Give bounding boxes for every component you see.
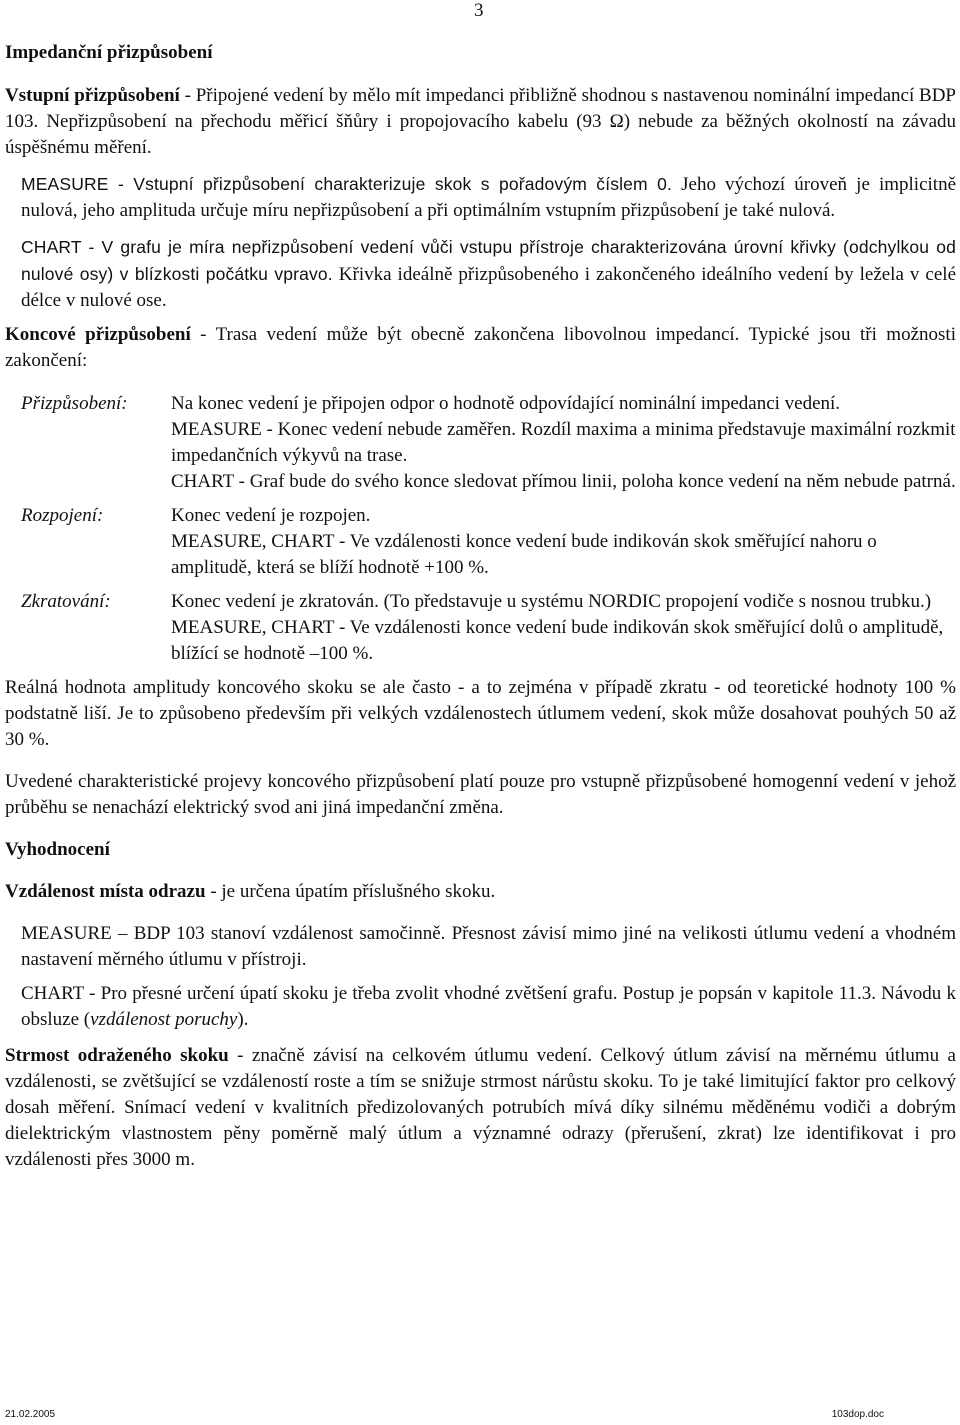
def-open	[5, 503, 956, 581]
def-term: Přizpůsobení:	[21, 393, 128, 414]
footer-date: 21.02.2005	[5, 1409, 56, 1420]
def-matched	[5, 391, 956, 495]
slope-label: Strmost odraženého skoku	[5, 1045, 229, 1066]
input-matching-paragraph: Vstupní přizpůsobení - Připojené vedení by mělo mít impedanci přibližně shodnou s nastavenou nominální impedancí BDP 103. Nepřizpůsobení na přechodu měřicí šňůry i propojovacího kabelu (93 Ω) nebude za běžných okolností na závadu úspěšnému měření.	[5, 85, 956, 158]
end-matching-label: Koncové přizpůsobení	[5, 324, 191, 345]
slope-paragraph: Strmost odraženého skoku - značně závisí na celkovém útlumu vedení. Celkový útlum závisí na měrnému útlumu a vzdálenosti, se zvětšující se vzdáleností roste a tím se snižuje strmost nárůstu skoku. To je také limitující faktor pro celkový dosah měření. Snímací vedení v kvalitních předizolovaných potrubích mívá díky silnému měděnému vodiči a dobrým dielektrickým vlastnostem pěny poměrně malý útlum a významné odrazy (přerušení, zkrat) lze identifikovat i pro vzdálenosti přes 3000 m.	[5, 1045, 956, 1170]
def-description: Na konec vedení je připojen odpor o hodnotě odpovídající nominální impedanci vedení. MEASURE - Konec vedení nebude zaměřen. Rozdíl maxima a minima představuje maximální rozkmit impedančních výkyvů na trase. CHART - Graf bude do svého konce sledovat přímou linii, poloha konce vedení na něm nebude patrná.	[171, 393, 956, 492]
distance-label: Vzdálenost místa odrazu	[5, 881, 206, 902]
input-matching-label: Vstupní přizpůsobení	[5, 85, 180, 106]
page-number: 3	[474, 0, 484, 21]
end-matching-paragraph: Koncové přizpůsobení - Trasa vedení může být obecně zakončena libovolnou impedancí. Typické jsou tři možnosti zakončení:	[5, 324, 956, 371]
def-description: Konec vedení je zkratován. (To představuje u systému NORDIC propojení vodiče s nosnou trubku.) MEASURE, CHART - Ve vzdálenosti konce vedení bude indikován skok směřující dolů o amplitudě, blížící se hodnotě –100 %.	[171, 591, 944, 664]
distance-chart-paragraph: CHART - Pro přesné určení úpatí skoku je třeba zvolit vhodné zvětšení grafu. Postup je popsán v kapitole 11.3. Návodu k obsluze (vzdálenost poruchy).	[21, 983, 956, 1030]
def-term: Rozpojení:	[21, 505, 104, 526]
heading-impedance-matching: Impedanční přizpůsobení	[5, 42, 213, 63]
def-description: Konec vedení je rozpojen. MEASURE, CHART - Ve vzdálenosti konce vedení bude indikován skok směřující nahoru o amplitudě, která se blíží hodnotě +100 %.	[171, 505, 877, 578]
document-body	[5, 40, 956, 1173]
real-amplitude-paragraph: Reálná hodnota amplitudy koncového skoku se ale často - a to zejména v případě zkratu - od teoretické hodnoty 100 % podstatně liší. Je to způsobeno především při velkých vzdálenostech útlumem vedení, skok může dosahovat pouhých 50 až 30 %.	[5, 677, 956, 750]
distance-measure-paragraph: MEASURE – BDP 103 stanoví vzdálenost samočinně. Přesnost závisí mimo jiné na velikosti útlumu vedení a vhodném nastavení měrného útlumu v přístroji.	[21, 923, 956, 970]
input-measure-paragraph: MEASURE - Vstupní přizpůsobení charakterizuje skok s pořadovým číslem 0. Jeho výchozí úroveň je implicitně nulová, jeho amplituda určuje míru nepřizpůsobení a při optimálním vstupním přizpůsobení je také nulová.	[21, 174, 957, 221]
def-short	[5, 589, 956, 667]
homogeneous-line-paragraph: Uvedené charakteristické projevy koncového přizpůsobení platí pouze pro vstupně přizpůsobené homogenní vedení v jehož průběhu se nenachází elektrický svod ani jiná impedanční změna.	[5, 771, 956, 818]
termination-definitions	[5, 391, 956, 667]
input-chart-paragraph: CHART - V grafu je míra nepřizpůsobení vedení vůči vstupu přístroje charakterizována úrovní křivky (odchylkou od nulové osy) v blízkosti počátku vpravo. Křivka ideálně přizpůsobeného i zakončeného ideálního vedení by ležela v celé délce v nulové ose.	[21, 237, 957, 311]
heading-evaluation: Vyhodnocení	[5, 839, 110, 860]
footer-filename: 103dop.doc	[831, 1409, 884, 1420]
def-term: Zkratování:	[21, 591, 111, 612]
distance-paragraph: Vzdálenost místa odrazu - je určena úpatím příslušného skoku.	[5, 881, 496, 902]
